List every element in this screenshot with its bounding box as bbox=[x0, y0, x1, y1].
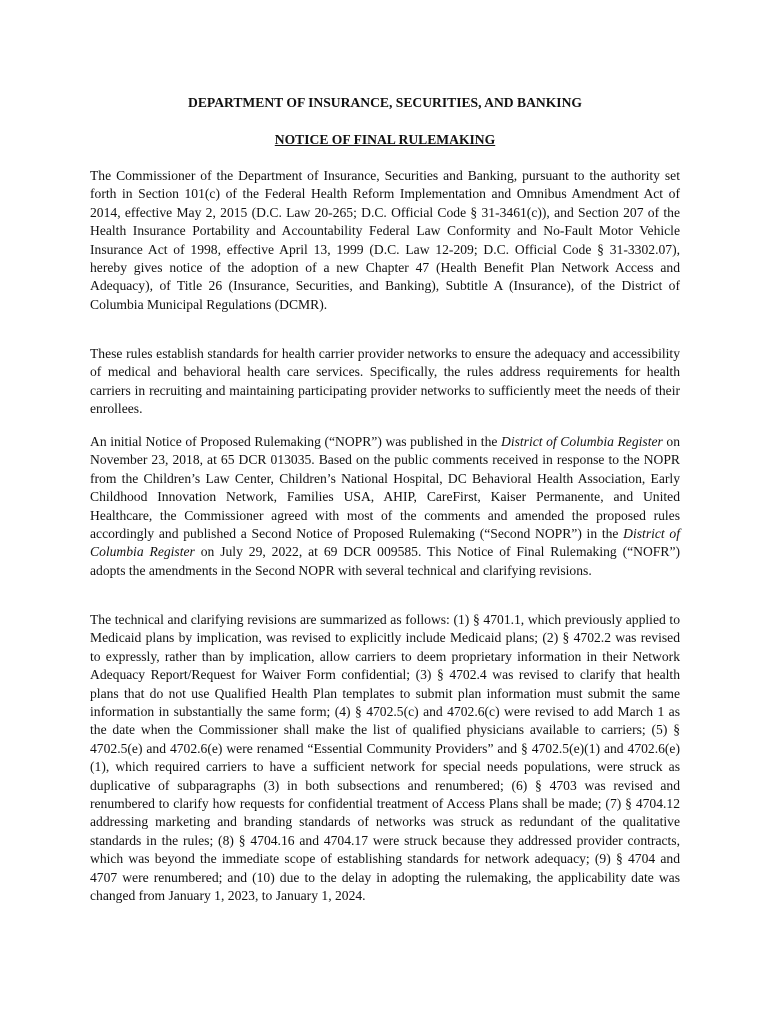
department-heading: DEPARTMENT OF INSURANCE, SECURITIES, AND BANKING bbox=[188, 95, 582, 110]
register-title-1: District of Columbia Register bbox=[501, 434, 663, 449]
revisions-paragraph: The technical and clarifying revisions are summarized as follows: (1) § 4701.1, which previously applied to Medicaid plans by implication, was revised to explicitly include Medicaid plans; (2) § 4702.2 was revised to expressly, rather than by implication, allow carriers to deem proprietary information in their Network Adequacy Report/Request for Waiver Form confidential; (3) § 4702.4 was revised to clarify that health plans that do not use Qualified Health Plan templates to submit plan information must submit the same information in substantially the same form; (4) § 4702.5(c) and 4702.6(c) were revised to add March 1 as the date when the Commissioner shall make the list of qualified physicians available to carriers; (5) § 4702.5(e) and 4702.6(e) were renamed “Essential Community Providers” and § 4702.5(e)(1) and 4702.6(e)(1), which required carriers to have a sufficient network for special needs populations, were struck as duplicative of subparagraphs (3) in both subsections and renumbered; (6) § 4703 was revised and renumbered to clarify how requests for confidential treatment of Access Plans shall be made; (7) § 4704.12 addressing marketing and branding standards of networks was struck as redundant of the qualitative standards in the rules; (8) § 4704.16 and 4704.17 were struck because they addressed provider contracts, which was beyond the immediate scope of establishing standards for network adequacy; (9) § 4704 and 4707 were renumbered; and (10) due to the delay in adopting the rulemaking, the applicability date was changed from January 1, 2023, to January 1, 2024. bbox=[90, 612, 680, 904]
intro-paragraph: The Commissioner of the Department of Insurance, Securities and Banking, pursuant to the authority set forth in Section 101(c) of the Federal Health Reform Implementation and Omnibus Amendment Act of 2014, effective May 2, 2015 (D.C. Law 20-265; D.C. Official Code § 31-3461(c)), and Section 207 of the Health Insurance Portability and Accountability Federal Law Conformity and No-Fault Motor Vehicle Insurance Act of 1998, effective April 13, 1999 (D.C. Law 12-209; D.C. Official Code § 31-3302.07), hereby gives notice of the adoption of a new Chapter 47 (Health Benefit Plan Network Access and Adequacy), of Title 26 (Insurance, Securities, and Banking), Subtitle A (Insurance), of the District of Columbia Municipal Regulations (DCMR). bbox=[90, 168, 680, 312]
register-title-2: District of Columbia Register bbox=[90, 526, 680, 560]
history-text-1: An initial Notice of Proposed Rulemaking (“NOPR”) was published in the bbox=[90, 434, 501, 449]
history-text-3: on July 29, 2022, at 69 DCR 009585. This Notice of Final Rulemaking (“NOFR”) adopts the amendments in the Second NOPR with several technical and clarifying revisions. bbox=[90, 544, 680, 578]
history-paragraph bbox=[90, 433, 680, 580]
notice-title: NOTICE OF FINAL RULEMAKING bbox=[274, 132, 496, 147]
history-text-2: on November 23, 2018, at 65 DCR 013035. Based on the public comments received in response to the NOPR from the Children’s Law Center, Children’s National Hospital, DC Behavioral Health Association, Early Childhood Innovation Network, Families USA, AHIP, CareFirst, Kaiser Permanente, and United Healthcare, the Commissioner agreed with most of the comments and amended the proposed rules accordingly and published a Second Notice of Proposed Rulemaking (“Second NOPR”) in the bbox=[90, 434, 680, 542]
purpose-paragraph: These rules establish standards for health carrier provider networks to ensure the adequacy and accessibility of medical and behavioral health care services. Specifically, the rules address requirements for health carriers in recruiting and maintaining participating provider networks to sufficiently meet the needs of their enrollees. bbox=[90, 346, 680, 417]
